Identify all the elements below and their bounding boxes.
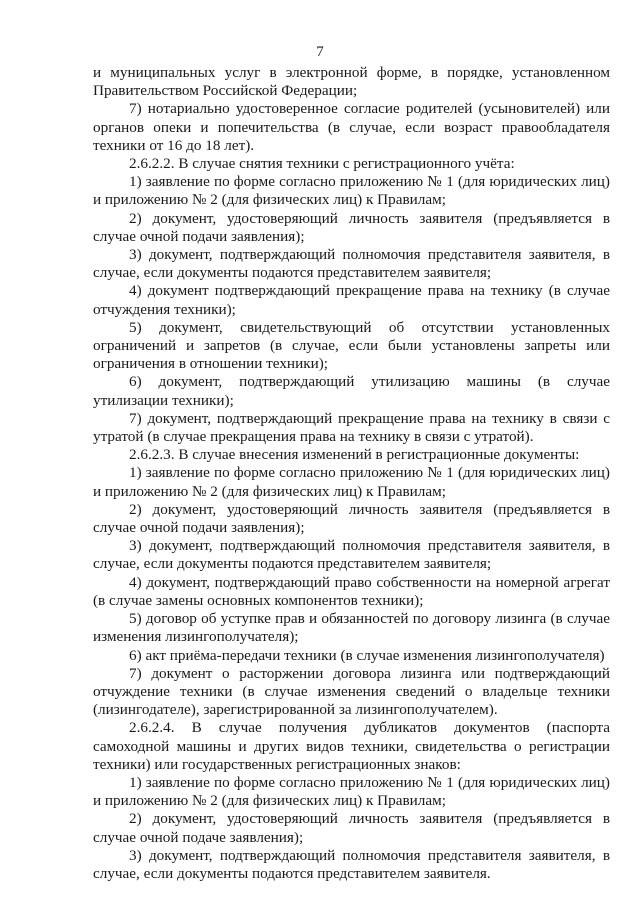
paragraph: 6) акт приёма-передачи техники (в случае изменения лизингополучателя) [129,646,605,664]
paragraph: 2.6.2.3. В случае внесения изменений в регистрационные документы: [129,446,580,464]
paragraph: 2.6.2.4. В случае получения дубликатов документов (паспорта самоходной машины и других видов техники, свидетельства о регистрации техники) или государственных регистрационных знаков: [93,719,610,773]
paragraph: 2) документ, удостоверяющий личность заявителя (предъявляется в случае очной подачи заявления); [93,500,610,537]
paragraph: 2) документ, удостоверяющий личность заявителя (предъявляется в случае очной подаче заявления); [93,810,610,846]
paragraph: 4) документ подтверждающий прекращение права на технику (в случае отчуждения техники); [93,282,610,318]
paragraph: 2) документ, удостоверяющий личность заявителя (предъявляется в случае очной подачи заявления); [93,209,610,245]
paragraph: 5) договор об уступке прав и обязанностей по договору лизинга (в случае изменения лизингополучателя); [93,610,610,646]
paragraph: 6) документ, подтверждающий утилизацию машины (в случае утилизации техники); [93,373,610,409]
document-body [93,64,610,883]
paragraph: 1) заявление по форме согласно приложению № 1 (для юридических лиц) и приложению № 2 (для физических лиц) к Правилам; [93,464,610,500]
paragraph: 4) документ, подтверждающий право собственности на номерной агрегат (в случае замены основных компонентов техники); [93,573,610,609]
paragraph: 7) нотариально удостоверенное согласие родителей (усыновителей) или органов опеки и попечительства (в случае, если возраст правообладателя техники от 16 до 18 лет). [93,100,610,154]
paragraph: 2.6.2.2. В случае снятия техники с регистрационного учёта: [129,155,515,173]
paragraph: 3) документ, подтверждающий полномочия представителя заявителя, в случае, если документы подаются представителем заявителя. [93,846,610,882]
paragraph: и муниципальных услуг в электронной форме, в порядке, установленном Правительством Российской Федерации; [93,64,610,100]
page-number: 7 [316,44,324,60]
paragraph: 7) документ, подтверждающий прекращение права на технику в связи с утратой (в случае прекращения права на технику в связи с утратой). [93,409,610,446]
paragraph: 5) документ, свидетельствующий об отсутствии установленных ограничений и запретов (в случае, если были установлены запреты или ограничения в отношении техники); [93,318,610,373]
paragraph: 1) заявление по форме согласно приложению № 1 (для юридических лиц) и приложению № 2 (для физических лиц) к Правилам; [93,173,610,209]
paragraph: 1) заявление по форме согласно приложению № 1 (для юридических лиц) и приложению № 2 (для физических лиц) к Правилам; [93,773,610,810]
paragraph: 3) документ, подтверждающий полномочия представителя заявителя, в случае, если документы подаются представителем заявителя; [93,537,610,573]
paragraph: 7) документ о расторжении договора лизинга или подтверждающий отчуждение техники (в случае изменения сведений о владельце техники (лизингодателе), зарегистрированной за лизингополучателем). [93,664,610,719]
paragraph: 3) документ, подтверждающий полномочия представителя заявителя, в случае, если документы подаются представителем заявителя; [93,246,610,282]
